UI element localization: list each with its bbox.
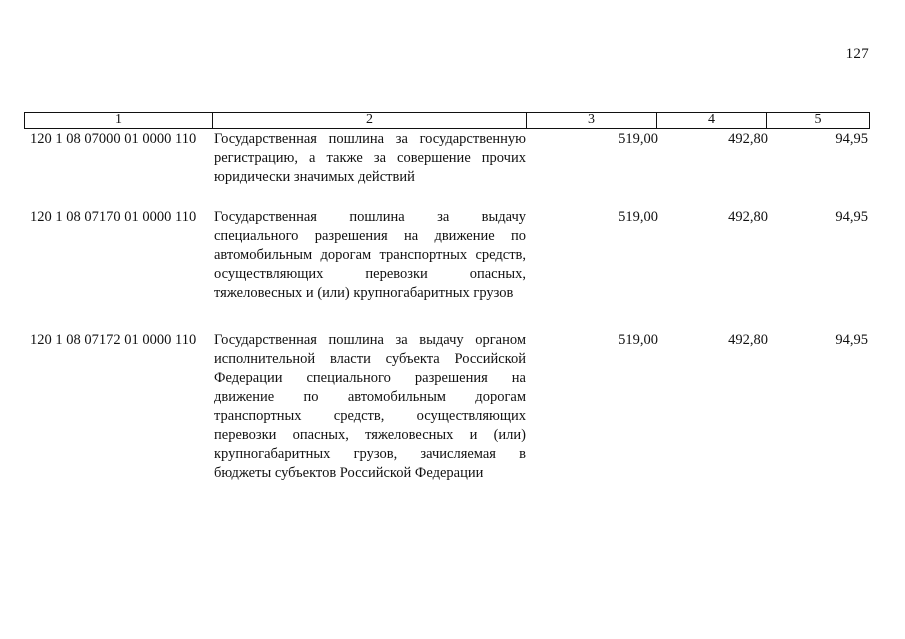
row-name: Государственная пошлина за выдачу органом исполнительной власти субъекта Российской Федерации специального разрешения на движение по автомобильным дорогам транспортных средств, осуществляющих перевозки опасных, тяжеловесных и (или) крупногабаритных грузов, зачисляемая в бюджеты субъектов Российской Федерации bbox=[214, 332, 526, 481]
row-value-4: 492,80 bbox=[728, 131, 768, 147]
row-name: Государственная пошлина за государственную регистрацию, а также за совершение прочих юридически значимых действий bbox=[214, 131, 526, 185]
table-row bbox=[24, 208, 870, 303]
table-row bbox=[24, 130, 870, 187]
header-col-2: 2 bbox=[213, 113, 527, 128]
header-col-4: 4 bbox=[657, 113, 767, 128]
row-name: Государственная пошлина за выдачу специального разрешения на движение по автомобильным дорогам транспортных средств, осуществляющих перевозки опасных, тяжеловесных и (или) крупногабаритных грузов bbox=[214, 209, 526, 301]
row-code: 120 1 08 07170 01 0000 110 bbox=[30, 209, 197, 225]
row-value-5: 94,95 bbox=[835, 131, 868, 147]
page-number: 127 bbox=[845, 46, 869, 62]
row-value-5: 94,95 bbox=[835, 209, 868, 225]
header-col-5: 5 bbox=[814, 112, 822, 127]
table-row bbox=[24, 331, 870, 483]
header-col-1: 1 bbox=[25, 113, 213, 128]
row-code: 120 1 08 07000 01 0000 110 bbox=[30, 131, 197, 147]
header-col-3: 3 bbox=[527, 113, 657, 128]
row-value-3: 519,00 bbox=[618, 131, 658, 147]
row-value-3: 519,00 bbox=[618, 209, 658, 225]
row-value-4: 492,80 bbox=[728, 209, 768, 225]
row-value-3: 519,00 bbox=[618, 332, 658, 348]
row-code: 120 1 08 07172 01 0000 110 bbox=[30, 332, 197, 348]
row-value-5: 94,95 bbox=[835, 332, 868, 348]
row-value-4: 492,80 bbox=[728, 332, 768, 348]
table-header-row bbox=[24, 112, 870, 129]
